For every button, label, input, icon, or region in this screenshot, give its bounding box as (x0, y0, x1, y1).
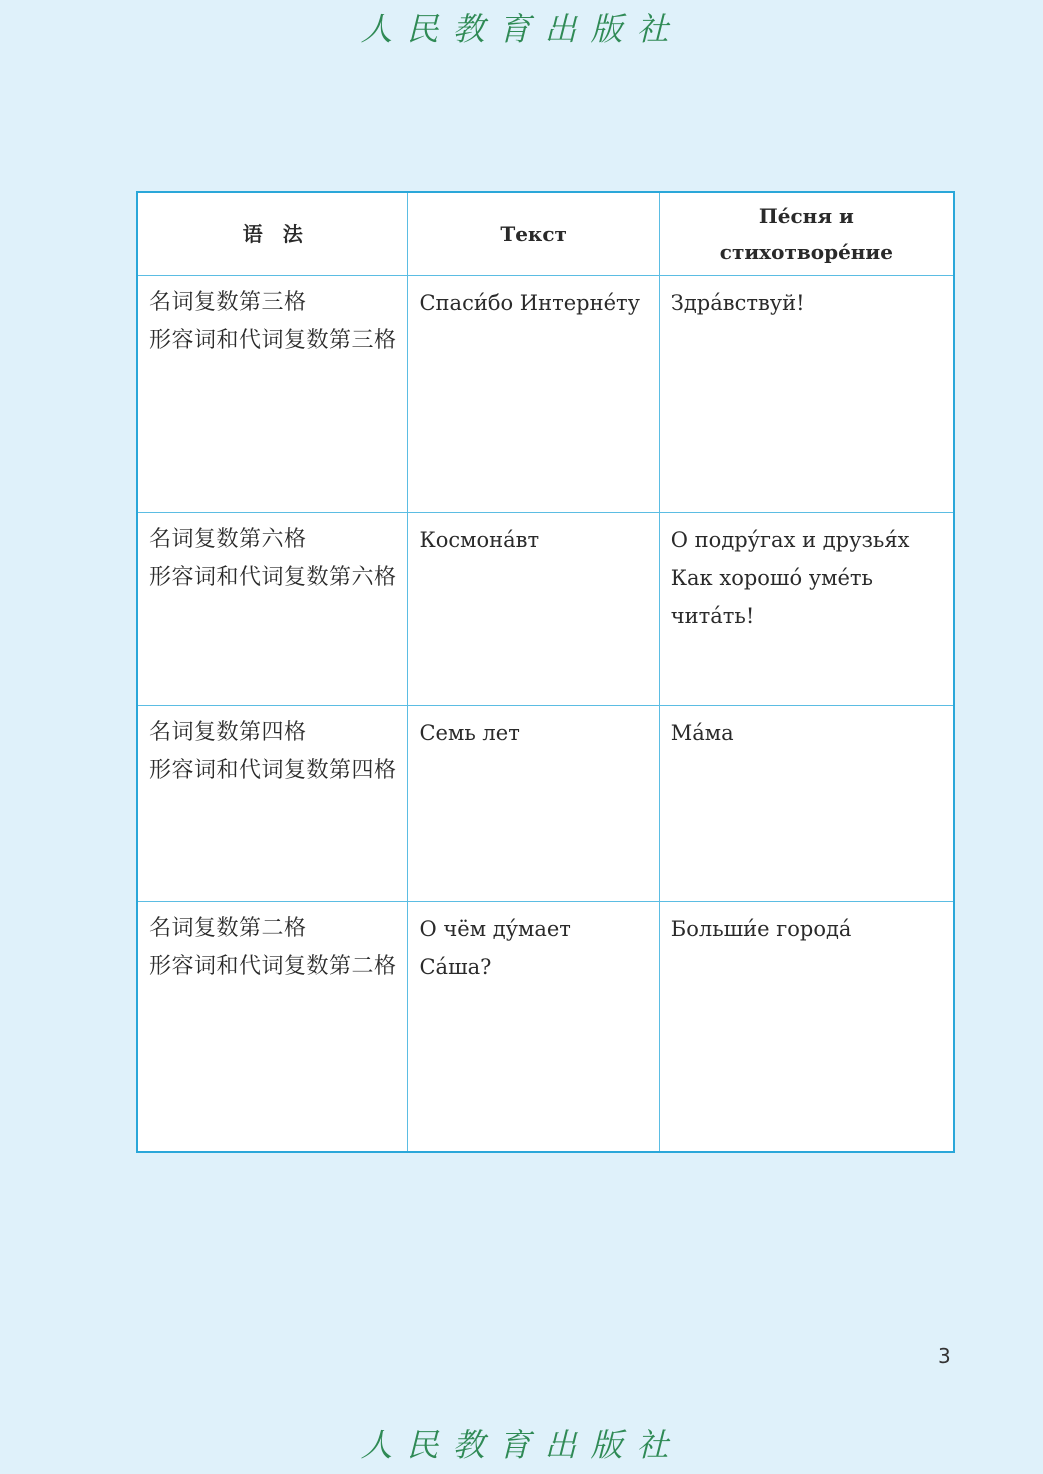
table-row (137, 901, 954, 1152)
header-song (659, 192, 954, 275)
text-cell (408, 513, 658, 559)
publisher-logo-bottom: 人民教育出版社 (360, 1426, 683, 1464)
song-cell (660, 513, 953, 635)
text-title: Космона́вт (419, 527, 540, 552)
grammar-cell (138, 706, 407, 790)
grammar-line: 名词复数第六格 (149, 526, 307, 552)
text-title: Семь лет (419, 720, 520, 745)
contents-table (136, 191, 955, 1153)
table-row (137, 512, 954, 705)
text-cell (408, 276, 658, 322)
text-cell (408, 706, 658, 752)
song-title: Здра́вствуй! (670, 290, 805, 315)
header-grammar: 语 法 (137, 192, 408, 275)
grammar-cell (138, 513, 407, 597)
song-title: чита́ть! (670, 603, 755, 628)
table-row (137, 705, 954, 901)
song-cell (660, 276, 953, 322)
song-title: Как хорошо́ уме́ть (670, 565, 873, 590)
song-cell (660, 902, 953, 948)
text-title: О чём ду́мает Са́ша? (419, 916, 571, 979)
song-title: Больши́е города́ (670, 916, 852, 941)
song-title: О подру́гах и друзья́х (670, 527, 910, 552)
text-title: Спаси́бо Интерне́ту (419, 290, 640, 315)
grammar-line: 形容词和代词复数第三格 (149, 327, 397, 353)
grammar-line: 形容词和代词复数第四格 (149, 757, 397, 783)
header-song-label: Пе́сня и стихотворе́ние (719, 203, 893, 264)
grammar-line: 名词复数第二格 (149, 915, 307, 941)
table-header-row (137, 192, 954, 275)
grammar-line: 形容词和代词复数第六格 (149, 564, 397, 590)
song-cell (660, 706, 953, 752)
text-cell (408, 902, 658, 986)
grammar-cell (138, 276, 407, 360)
header-text: Текст (408, 192, 659, 275)
grammar-line: 形容词和代词复数第二格 (149, 953, 397, 979)
publisher-logo-top: 人民教育出版社 (360, 10, 683, 48)
table-row (137, 275, 954, 512)
grammar-cell (138, 902, 407, 986)
grammar-line: 名词复数第三格 (149, 289, 307, 315)
song-title: Ма́ма (670, 720, 734, 745)
page-number: 3 (938, 1344, 951, 1368)
grammar-line: 名词复数第四格 (149, 719, 307, 745)
